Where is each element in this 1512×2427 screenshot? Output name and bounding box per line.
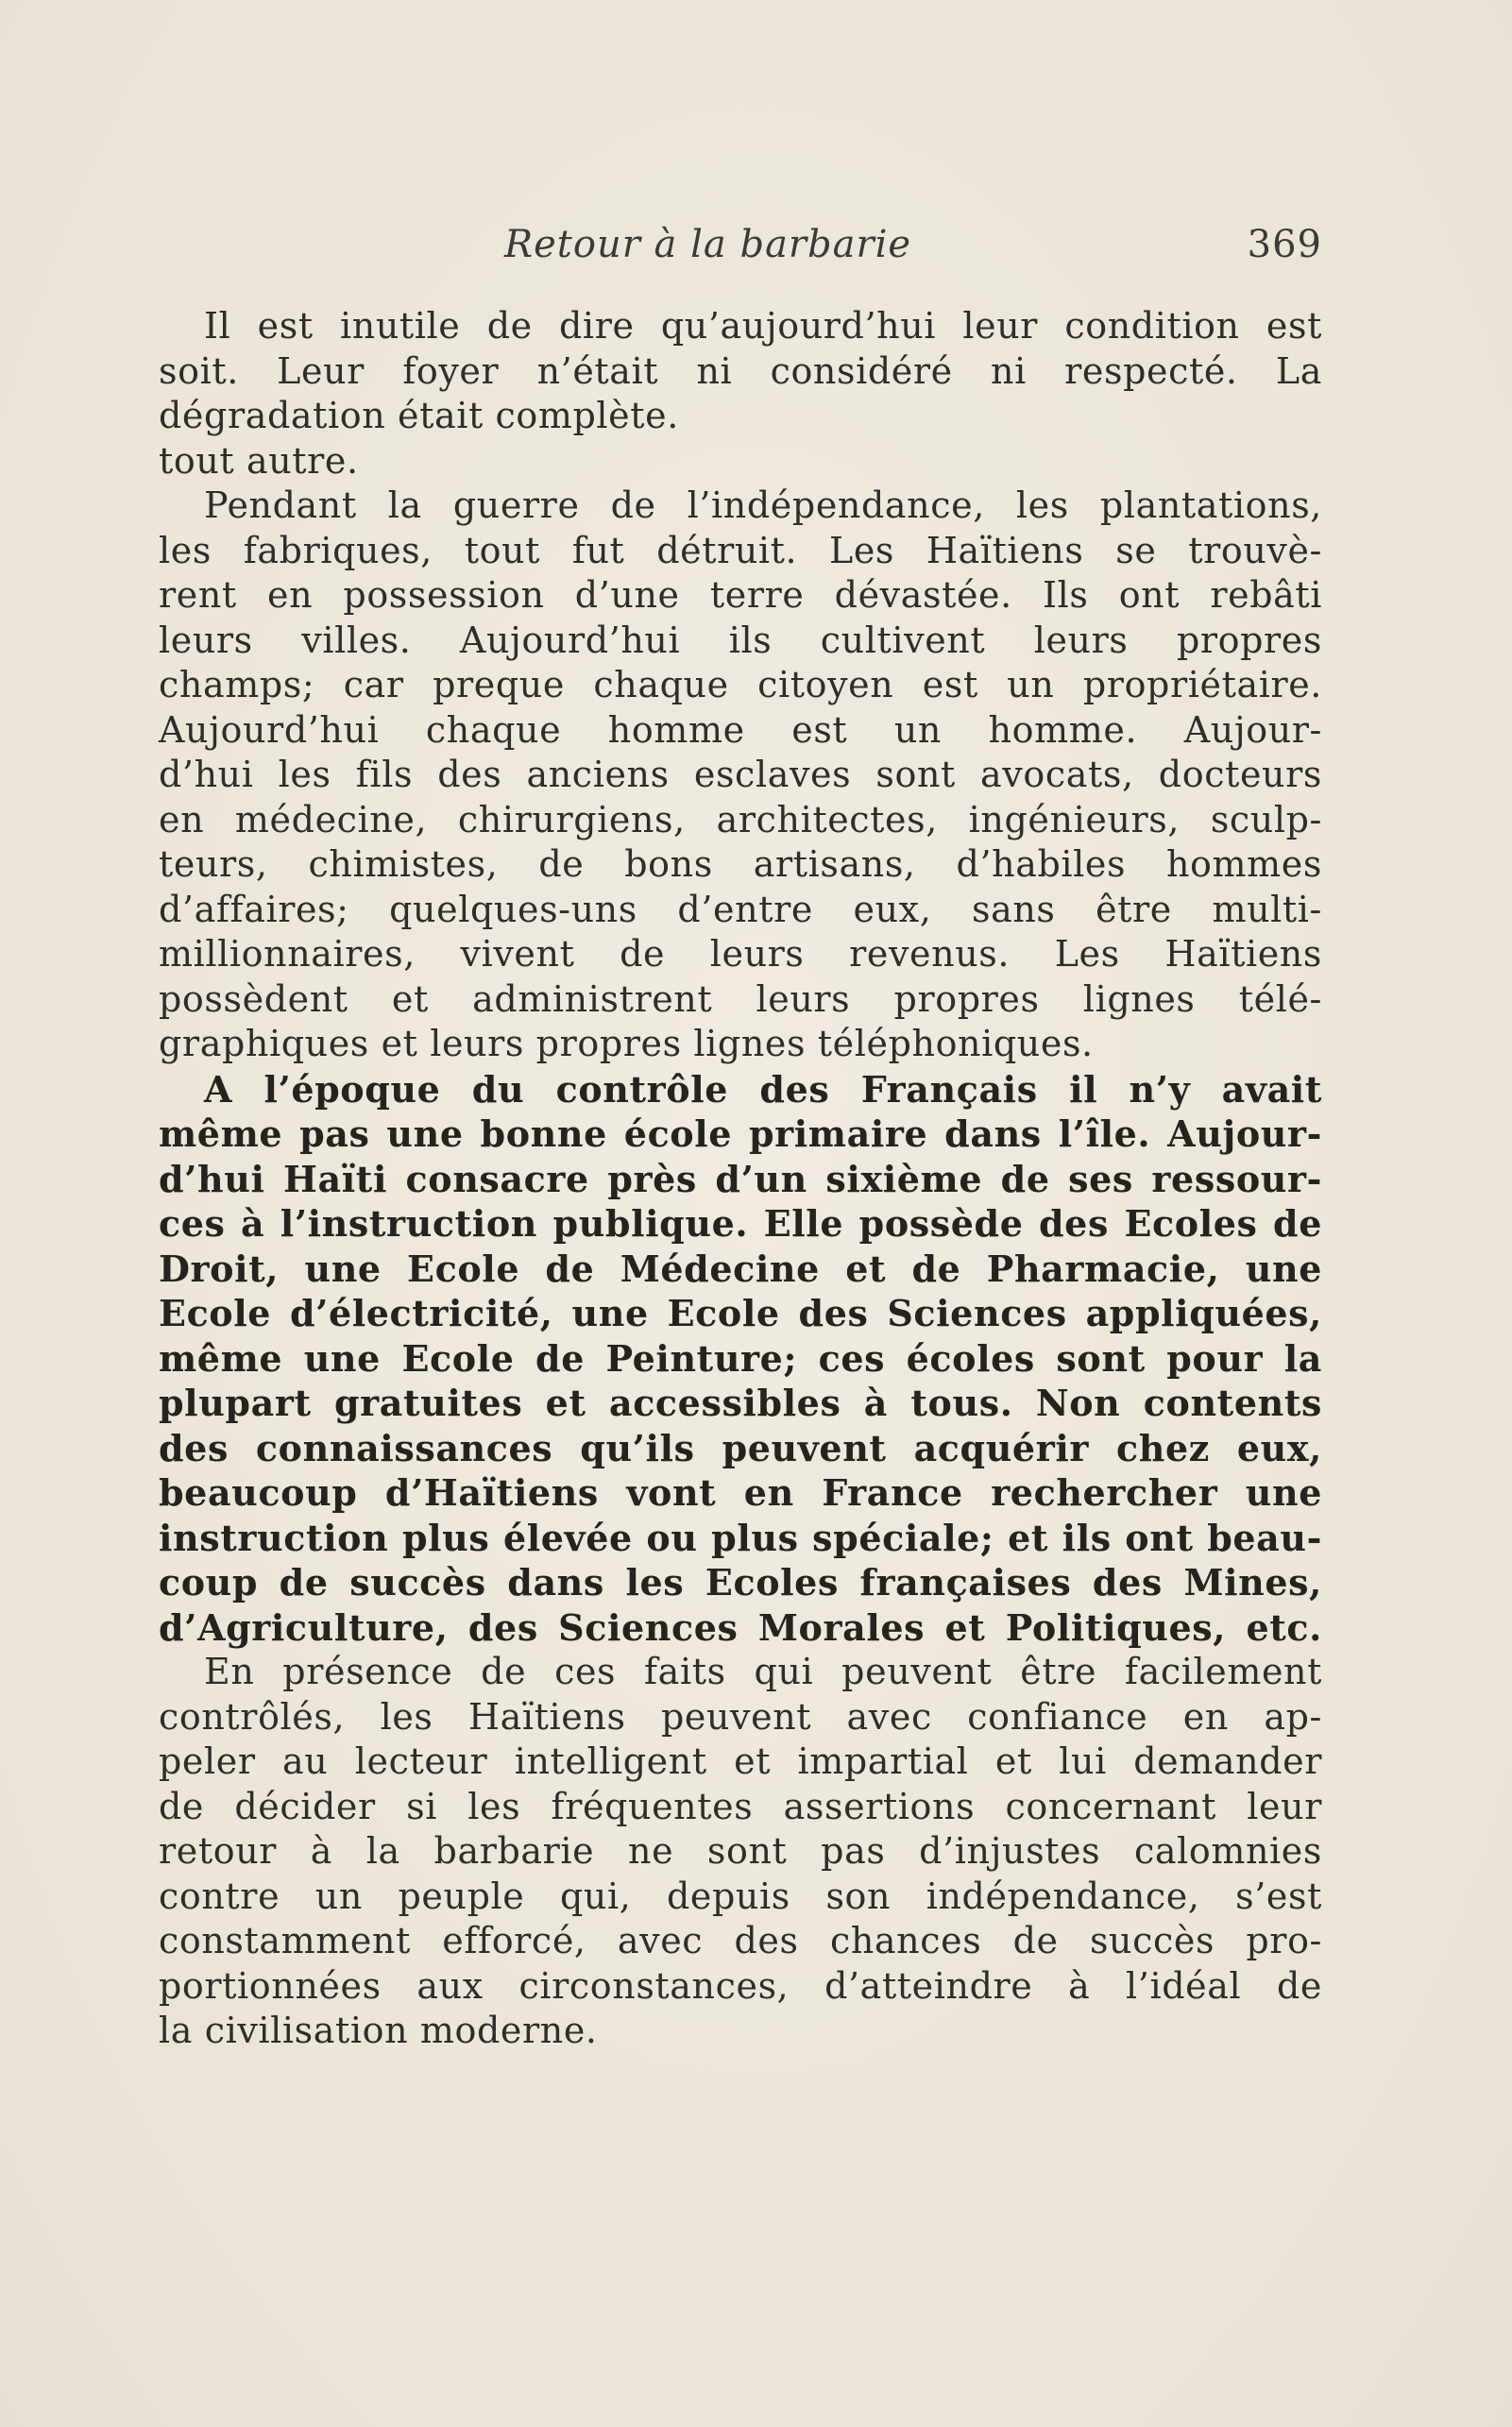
- text-line: d’hui les fils des anciens esclaves sont avocats, docteurs: [159, 754, 1322, 795]
- text-line: la civilisation moderne.: [159, 2010, 598, 2051]
- text-line: A l’époque du contrôle des Français il n’y avait: [204, 1067, 1322, 1111]
- text-line: leurs villes. Aujourd’hui ils cultivent leurs propres: [159, 619, 1322, 661]
- text-line: retour à la barbarie ne sont pas d’injustes calomnies: [159, 1830, 1322, 1872]
- text-line: même pas une bonne école primaire dans l’île. Aujour-: [159, 1112, 1322, 1155]
- text-line: contrôlés, les Haïtiens peuvent avec confiance en ap-: [159, 1695, 1322, 1738]
- text-line: coup de succès dans les Ecoles françaises des Mines,: [159, 1561, 1322, 1604]
- text-line: Il est inutile de dire qu’aujourd’hui leur condition est: [204, 305, 1322, 347]
- text-line: tout autre.: [159, 439, 359, 482]
- text-line: Ecole d’électricité, une Ecole des Sciences appliquées,: [159, 1292, 1322, 1334]
- text-line: soit. Leur foyer n’était ni considéré ni respecté. La: [159, 349, 1322, 392]
- text-line: En présence de ces faits qui peuvent être facilement: [204, 1651, 1322, 1692]
- page-header: [159, 223, 1322, 276]
- text-line: ces à l’instruction publique. Elle possède des Ecoles de: [159, 1202, 1322, 1245]
- text-line: instruction plus élevée ou plus spéciale; et ils ont beau-: [159, 1516, 1322, 1559]
- text-line: rent en possession d’une terre dévastée. Ils ont rebâti: [159, 574, 1322, 616]
- text-line: les fabriques, tout fut détruit. Les Haïtiens se trouvè-: [159, 529, 1322, 571]
- text-line: Aujourd’hui chaque homme est un homme. Aujour-: [159, 708, 1322, 751]
- text-line: teurs, chimistes, de bons artisans, d’habiles hommes: [159, 843, 1322, 885]
- running-title: Retour à la barbarie: [504, 223, 912, 266]
- page-number: 369: [1247, 223, 1322, 266]
- text-line: possèdent et administrent leurs propres lignes télé-: [159, 977, 1322, 1020]
- text-line: portionnées aux circonstances, d’atteindre à l’idéal de: [159, 1964, 1322, 2007]
- text-line: champs; car preque chaque citoyen est un propriétaire.: [159, 664, 1322, 705]
- text-line: même une Ecole de Peinture; ces écoles sont pour la: [159, 1336, 1322, 1380]
- text-line: peler au lecteur intelligent et impartial et lui demander: [159, 1740, 1322, 1782]
- text-line: contre un peuple qui, depuis son indépendance, s’est: [159, 1875, 1322, 1917]
- text-line: millionnaires, vivent de leurs revenus. Les Haïtiens: [159, 933, 1322, 975]
- text-line: constamment efforcé, avec des chances de succès pro-: [159, 1920, 1322, 1961]
- text-line: graphiques et leurs propres lignes téléphoniques.: [159, 1023, 1094, 1064]
- text-line: dégradation était complète.: [159, 395, 679, 436]
- text-line: d’hui Haïti consacre près d’un sixième de ses ressour-: [159, 1157, 1322, 1200]
- text-line: beaucoup d’Haïtiens vont en France rechercher une: [159, 1471, 1322, 1514]
- text-line: d’Agriculture, des Sciences Morales et Politiques, etc.: [159, 1605, 1322, 1649]
- text-line: d’affaires; quelques-uns d’entre eux, sans être multi-: [159, 888, 1322, 930]
- text-line: Pendant la guerre de l’indépendance, les plantations,: [204, 484, 1322, 526]
- body-text: [159, 304, 1322, 2054]
- text-line: des connaissances qu’ils peuvent acquérir chez eux,: [159, 1426, 1322, 1469]
- text-line: plupart gratuites et accessibles à tous. Non contents: [159, 1382, 1322, 1424]
- text-line: de décider si les fréquentes assertions concernant leur: [159, 1785, 1322, 1827]
- text-line: Droit, une Ecole de Médecine et de Pharmacie, une: [159, 1247, 1322, 1290]
- text-line: en médecine, chirurgiens, architectes, ingénieurs, sculp-: [159, 798, 1322, 840]
